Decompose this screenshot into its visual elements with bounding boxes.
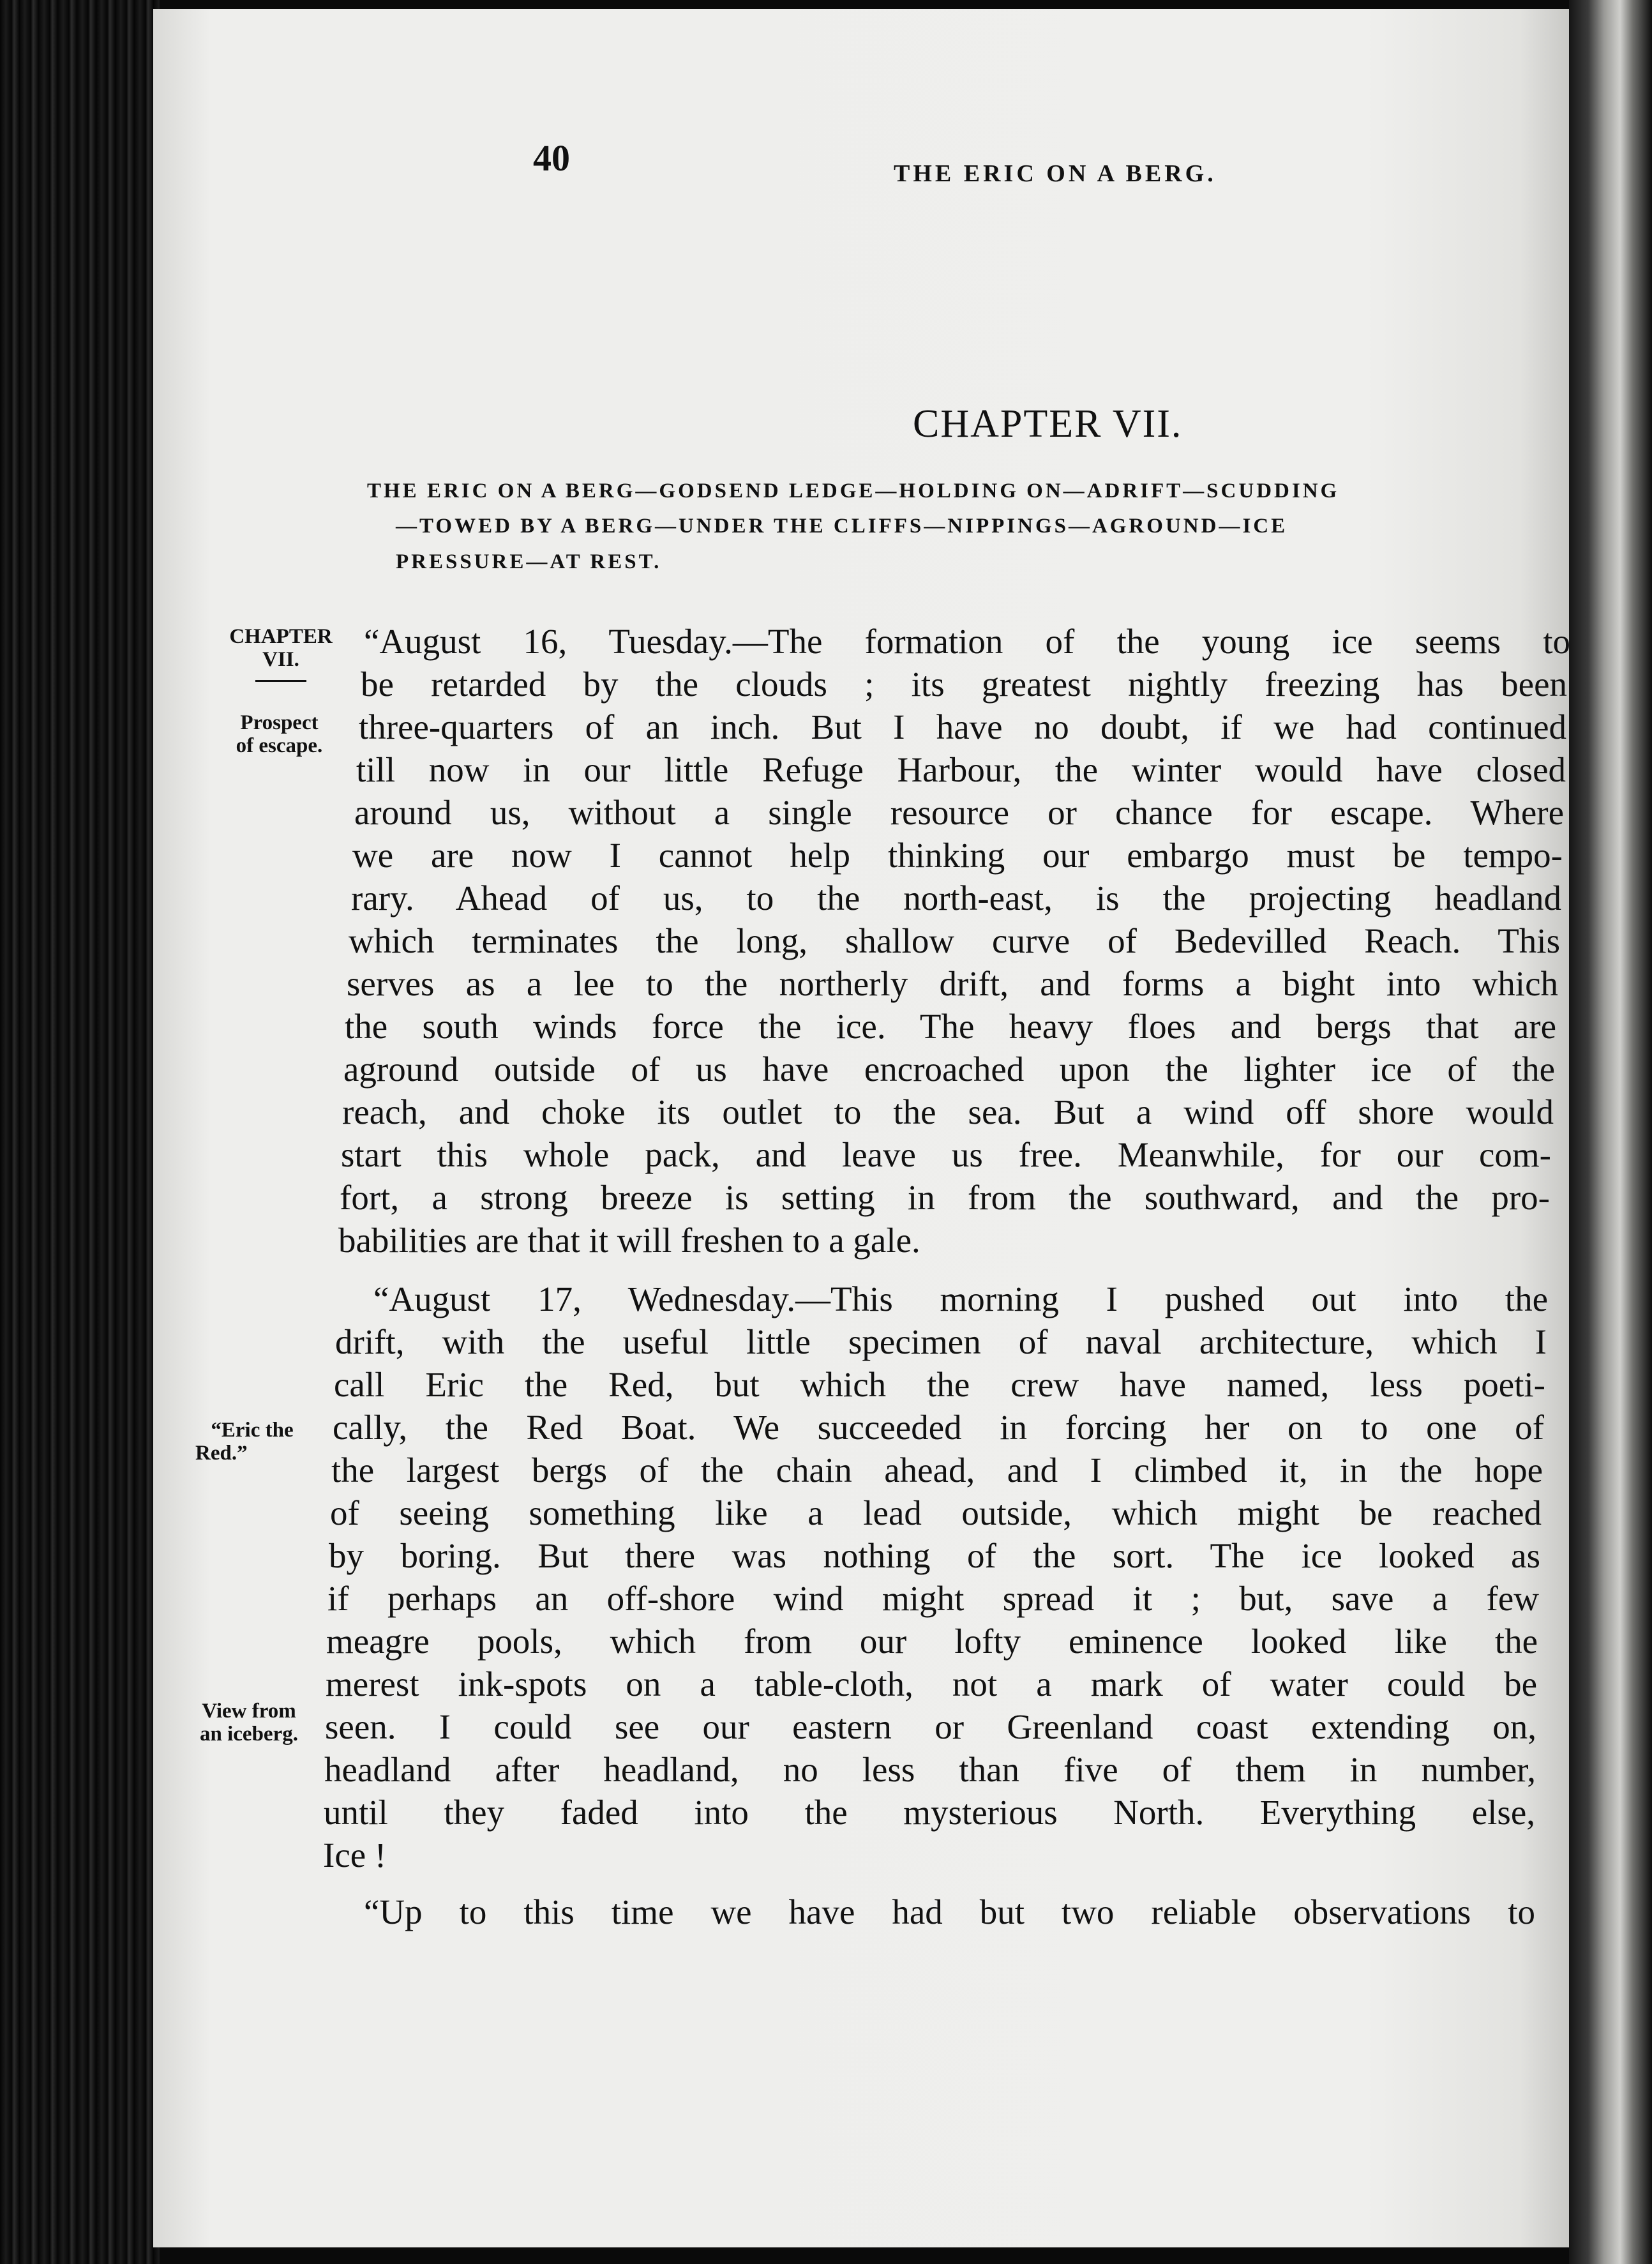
body-line: fort, a strong breeze is setting in from the southward, and the pro- xyxy=(340,1178,1550,1217)
sidenote-chapter xyxy=(227,625,335,682)
body-line: seen. I could see our eastern or Greenland coast extending on, xyxy=(325,1707,1536,1746)
chapter-synopsis-line: THE ERIC ON A BERG—GODSEND LEDGE—HOLDING ON—ADRIFT—SCUDDING xyxy=(367,479,1340,502)
book-page xyxy=(153,9,1569,2247)
body-line: babilities are that it will freshen to a gale. xyxy=(338,1221,920,1260)
page-number: 40 xyxy=(533,137,570,179)
body-line: serves as a lee to the northerly drift, and forms a bight into which xyxy=(347,964,1558,1003)
body-line: the south winds force the ice. The heavy floes and bergs that are xyxy=(345,1007,1556,1046)
sidenote-eric-line: “Eric the xyxy=(211,1419,294,1442)
body-line: meagre pools, which from our lofty eminence looked like the xyxy=(326,1622,1538,1661)
body-line: cally, the Red Boat. We succeeded in forcing her on to one of xyxy=(333,1408,1544,1447)
sidenote-view xyxy=(188,1700,310,1746)
body-line: aground outside of us have encroached upon the lighter ice of the xyxy=(343,1050,1555,1089)
sidenote-eric xyxy=(191,1419,313,1465)
body-line: of seeing something like a lead outside, which might be reached xyxy=(330,1493,1542,1532)
body-line: by boring. But there was nothing of the sort. The ice looked as xyxy=(329,1536,1540,1575)
body-line: Ice ! xyxy=(323,1836,387,1875)
body-line: the largest bergs of the chain ahead, and I climbed it, in the hope xyxy=(331,1451,1543,1490)
body-line: “August 17, Wednesday.—This morning I pushed out into the xyxy=(373,1279,1548,1318)
body-line: “August 16, Tuesday.—The formation of the young ice seems to xyxy=(364,622,1570,661)
chapter-title: CHAPTER VII. xyxy=(913,402,1183,446)
sidenote-prospect-line: of escape. xyxy=(236,734,323,757)
body-line: three-quarters of an inch. But I have no doubt, if we had continued xyxy=(359,707,1566,746)
body-line: drift, with the useful little specimen of naval architecture, which I xyxy=(335,1322,1547,1361)
body-line: merest ink-spots on a table-cloth, not a mark of water could be xyxy=(326,1664,1537,1703)
body-line: start this whole pack, and leave us free. Meanwhile, for our com- xyxy=(341,1135,1551,1174)
sidenote-prospect-line: Prospect xyxy=(240,711,319,734)
sidenote-chapter-line: CHAPTER xyxy=(229,625,333,648)
body-line: till now in our little Refuge Harbour, the winter would have closed xyxy=(356,750,1566,789)
body-line: until they faded into the mysterious North. Everything else, xyxy=(324,1793,1535,1832)
body-line: we are now I cannot help thinking our embargo must be tempo- xyxy=(352,836,1563,875)
sidenote-rule xyxy=(255,680,306,682)
book-binding-edge xyxy=(0,0,160,2264)
body-line: which terminates the long, shallow curve of Bedevilled Reach. This xyxy=(349,921,1560,960)
body-line: headland after headland, no less than five of them in number, xyxy=(324,1750,1536,1789)
sidenote-prospect xyxy=(223,711,335,757)
body-line: be retarded by the clouds ; its greatest nightly freezing has been xyxy=(361,665,1567,704)
body-line: if perhaps an off-shore wind might spread it ; but, save a few xyxy=(327,1579,1539,1618)
sidenote-view-line: an iceberg. xyxy=(200,1723,298,1746)
body-line: call Eric the Red, but which the crew have named, less poeti- xyxy=(334,1365,1545,1404)
body-line: reach, and choke its outlet to the sea. But a wind off shore would xyxy=(342,1092,1554,1131)
running-head: THE ERIC ON A BERG. xyxy=(894,160,1217,187)
sidenote-eric-line: Red.” xyxy=(195,1442,248,1465)
sidenote-view-line: View from xyxy=(202,1700,296,1723)
body-line: around us, without a single resource or chance for escape. Where xyxy=(354,793,1564,832)
body-line: rary. Ahead of us, to the north-east, is the projecting headland xyxy=(351,879,1561,917)
body-line: “Up to this time we have had but two reliable observations to xyxy=(364,1892,1535,1931)
page-stack-edge xyxy=(1569,0,1652,2264)
chapter-synopsis-line: PRESSURE—AT REST. xyxy=(396,550,662,573)
sidenote-chapter-line: VII. xyxy=(262,648,299,671)
chapter-synopsis-line: —TOWED BY A BERG—UNDER THE CLIFFS—NIPPINGS—AGROUND—ICE xyxy=(396,515,1288,538)
